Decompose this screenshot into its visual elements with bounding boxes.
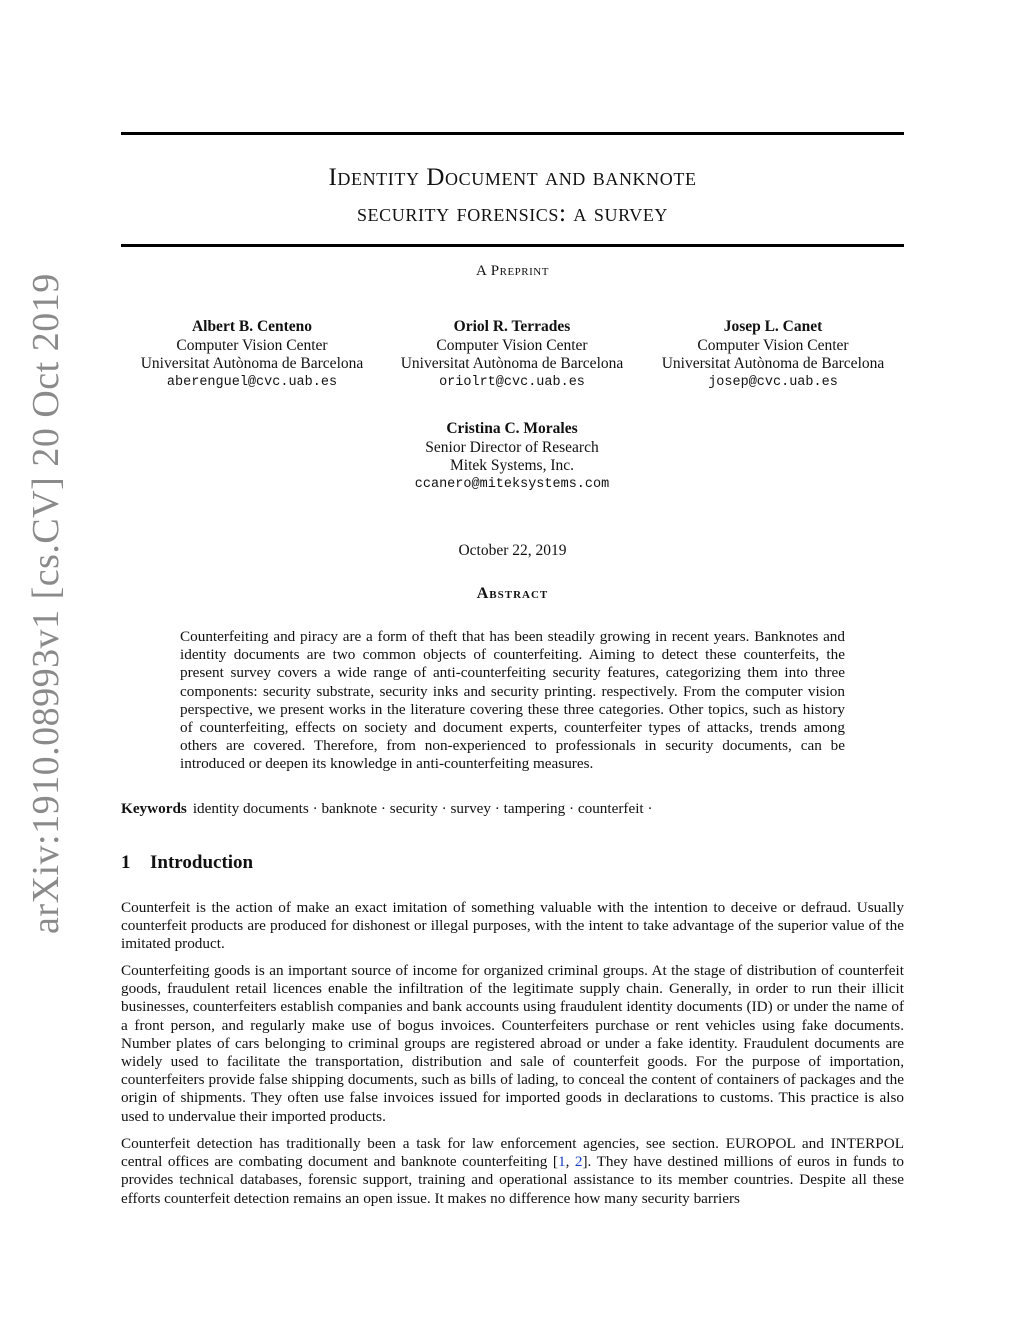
author-name: Albert B. Centeno <box>191 318 313 335</box>
author-institution: Mitek Systems, Inc. <box>450 457 574 474</box>
citation-separator: , <box>565 1153 575 1171</box>
arxiv-identifier-stamp: arXiv:1910.08993v1 [cs.CV] 20 Oct 2019 <box>25 273 67 934</box>
author-affiliation: Computer Vision Center <box>436 336 588 354</box>
author-block <box>643 318 903 392</box>
paragraph-text: ]. They have destined millions of euros in funds to provides technical databases, forensic support, training and operational assistance to its member countries. Despite all these efforts counterfeit detection remains an open issue. It makes no difference how many security barriers <box>121 1153 905 1207</box>
author-institution: Universitat Autònoma de Barcelona <box>400 355 624 372</box>
author-block <box>382 420 642 494</box>
preprint-label: A Preprint <box>476 263 549 279</box>
paper-title <box>121 160 904 232</box>
title-line-1: Identity Document and banknote <box>328 164 697 191</box>
paragraph-text: Counterfeit detection has traditionally been a task for law enforcement agencies, see section. EUROPOL and INTERPOL central offices are combating document and banknote counterfeiting [ <box>121 1135 904 1171</box>
keywords-list: identity documents · banknote · security · survey · tampering · counterfeit · <box>192 800 653 817</box>
author-institution: Universitat Autònoma de Barcelona <box>140 355 364 372</box>
citation-link[interactable]: 2 <box>574 1153 583 1171</box>
intro-paragraph-3 <box>121 1135 904 1208</box>
section-heading-introduction <box>121 852 253 874</box>
author-email[interactable]: aberenguel@cvc.uab.es <box>166 374 338 390</box>
author-affiliation: Computer Vision Center <box>176 336 328 354</box>
abstract-heading: Abstract <box>476 585 549 602</box>
author-email[interactable]: oriolrt@cvc.uab.es <box>439 374 585 390</box>
section-title: Introduction <box>150 852 254 873</box>
author-email[interactable]: josep@cvc.uab.es <box>708 374 838 390</box>
author-block <box>122 318 382 392</box>
citation-link[interactable]: 1 <box>557 1153 566 1171</box>
author-name: Cristina C. Morales <box>446 420 578 437</box>
keywords-label: Keywords <box>121 800 187 817</box>
author-block <box>382 318 642 392</box>
author-name: Oriol R. Terrades <box>453 318 571 335</box>
section-number: 1 <box>121 852 131 873</box>
intro-paragraph-2: Counterfeiting goods is an important source of income for organized criminal groups. At the stage of distribution of counterfeit goods, fraudulent retail licences enable the infiltration of the legitimate supply chain. Generally, in order to run their illicit businesses, counterfeiters establish companies and bank accounts using fraudulent identity documents (ID) or under the name of a front person, and regularly make use of bogus invoices. Counterfeiters purchase or rent vehicles using fake documents. Number plates of cars belonging to criminal groups are registered abroad or under a fake identity. Fraudulent documents are widely used to facilitate the transportation, distribution and sale of counterfeit goods. For the purpose of importation, counterfeiters provide false shipping documents, such as bills of lading, to conceal the content of containers of packages and the origin of shipments. They often use false invoices issued for imported goods in declarations to customs. This practice is also used to undervalue their imported products. <box>121 962 904 1125</box>
author-name: Josep L. Canet <box>723 318 823 335</box>
title-top-rule <box>121 132 904 135</box>
author-institution: Universitat Autònoma de Barcelona <box>661 355 885 372</box>
author-affiliation: Senior Director of Research <box>425 438 599 456</box>
keywords-line <box>121 800 904 818</box>
title-line-2: security forensics: a survey <box>356 200 669 227</box>
paper-date: October 22, 2019 <box>458 542 567 559</box>
intro-paragraph-1: Counterfeit is the action of make an exact imitation of something valuable with the intention to deceive or defraud. Usually counterfeit products are produced for dishonest or illegal purposes, with the intent to take advantage of the superior value of the imitated product. <box>121 899 904 953</box>
author-affiliation: Computer Vision Center <box>697 336 849 354</box>
author-email[interactable]: ccanero@miteksystems.com <box>414 476 610 492</box>
title-bottom-rule <box>121 244 904 247</box>
abstract-text: Counterfeiting and piracy are a form of theft that has been steadily growing in recent years. Banknotes and identity documents are two common objects of counterfeiting. Aiming to detect these counterfeits, the present survey covers a wide range of anti-counterfeiting security features, categorizing them into three components: security substrate, security inks and security printing. respectively. From the computer vision perspective, we present works in the literature covering these three categories. Other topics, such as history of counterfeiting, effects on society and document experts, counterfeiter types of attacks, trends among others are covered. Therefore, from non-experienced to professionals in security documents, can be introduced or deepen its knowledge in anti-counterfeiting measures. <box>180 628 845 773</box>
